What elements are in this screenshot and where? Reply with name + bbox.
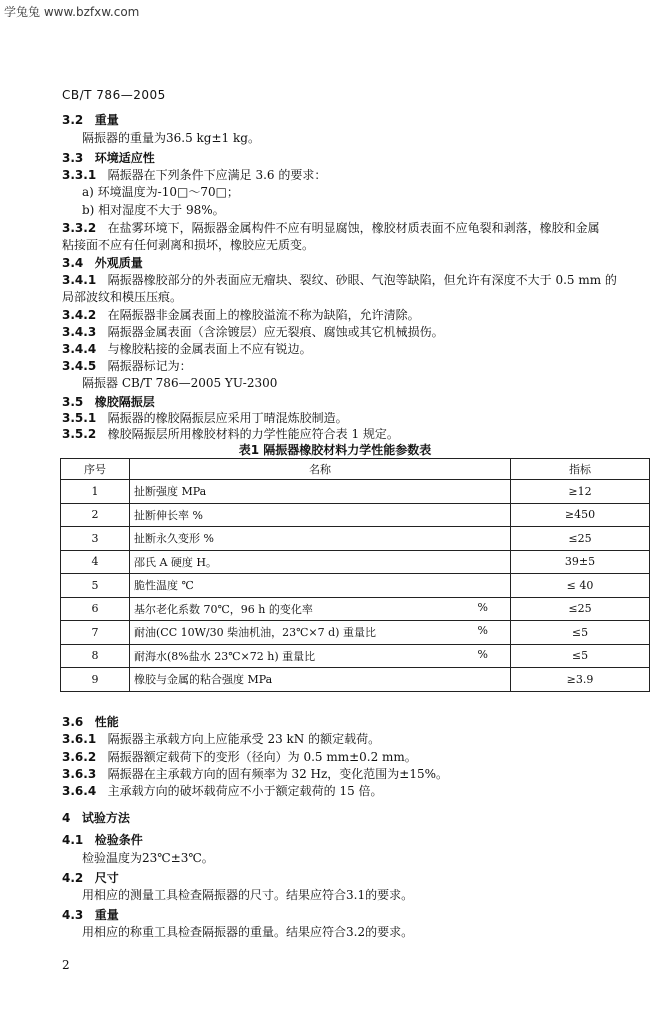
table-row xyxy=(61,668,650,692)
section-title: 尺寸 xyxy=(94,871,119,885)
section-3-3-heading xyxy=(62,150,155,166)
clause-text: 隔振器标记为： xyxy=(107,359,192,373)
clause-number: 3.4.5 xyxy=(62,359,97,373)
section-number: 4.2 xyxy=(62,871,84,885)
section-4-1-body: 检验温度为23℃±3℃。 xyxy=(82,851,214,865)
clause-text: 在盐雾环境下，隔振器金属构件不应有明显腐蚀，橡胶材质表面不应龟裂和剥落，橡胶和金属 xyxy=(107,221,600,235)
clause-3-5-2 xyxy=(62,426,399,442)
properties-table xyxy=(60,458,650,692)
clause-3-4-3 xyxy=(62,324,444,340)
clause-text: 隔振器的橡胶隔振层应采用丁晴混炼胶制造。 xyxy=(107,411,348,425)
clause-text: 隔振器额定载荷下的变形（径向）为 0.5 mm±0.2 mm。 xyxy=(107,750,417,764)
row-number: 6 xyxy=(61,597,130,621)
clause-number: 3.5.1 xyxy=(62,411,97,425)
section-number: 3.2 xyxy=(62,113,84,127)
clause-3-4-1-cont: 局部波纹和模压压痕。 xyxy=(62,290,183,304)
watermark: 学兔兔 www.bzfxw.com xyxy=(4,5,140,19)
property-unit: % xyxy=(477,624,488,638)
property-value: ≤ 40 xyxy=(511,574,650,598)
clause-number: 3.3.2 xyxy=(62,221,97,235)
list-item-b: b) 相对湿度不大于 98%。 xyxy=(82,203,225,217)
clause-number: 3.6.2 xyxy=(62,750,97,764)
clause-text: 在隔振器非金属表面上的橡胶溢流不称为缺陷，允许清除。 xyxy=(107,308,420,322)
section-number: 3.3 xyxy=(62,151,84,165)
table-row xyxy=(61,597,650,621)
clause-3-6-1 xyxy=(62,731,380,747)
clause-text: 橡胶隔振层所用橡胶材料的力学性能应符合表 1 规定。 xyxy=(107,427,399,441)
list-item-a: a) 环境温度为-10□～70□； xyxy=(82,185,239,199)
marking-example: 隔振器 CB/T 786—2005 YU-2300 xyxy=(82,376,278,390)
property-name xyxy=(130,527,511,551)
section-4-1-heading xyxy=(62,832,143,848)
section-4-3-body: 用相应的称重工具检查隔振器的重量。结果应符合3.2的要求。 xyxy=(82,925,414,939)
section-3-2-heading xyxy=(62,112,119,128)
section-title: 橡胶隔振层 xyxy=(94,395,155,409)
property-name xyxy=(130,597,511,621)
table-row xyxy=(61,574,650,598)
clause-3-6-3 xyxy=(62,766,448,782)
row-number: 9 xyxy=(61,668,130,692)
header-cell: 名称 xyxy=(130,459,511,480)
section-title: 环境适应性 xyxy=(94,151,155,165)
section-title: 检验条件 xyxy=(94,833,143,847)
clause-3-3-2-cont: 粘接面不应有任何剥离和损坏，橡胶应无质变。 xyxy=(62,238,315,252)
property-label: 扯断永久变形 % xyxy=(134,532,214,546)
row-number: 4 xyxy=(61,550,130,574)
section-3-4-heading xyxy=(62,255,143,271)
section-title: 外观质量 xyxy=(94,256,143,270)
section-4-3-heading xyxy=(62,907,119,923)
property-label: 扯断强度 MPa xyxy=(134,485,207,499)
clause-text: 隔振器在主承载方向的固有频率为 32 Hz，变化范围为±15%。 xyxy=(107,767,449,781)
section-4-heading xyxy=(62,810,130,826)
property-value: ≥3.9 xyxy=(511,668,650,692)
clause-3-6-2 xyxy=(62,749,417,765)
property-name xyxy=(130,621,511,645)
row-number: 5 xyxy=(61,574,130,598)
property-label: 邵氏 A 硬度 H。 xyxy=(134,555,218,569)
table-row xyxy=(61,503,650,527)
property-value: ≤25 xyxy=(511,527,650,551)
clause-3-4-2 xyxy=(62,307,420,323)
clause-number: 3.4.3 xyxy=(62,325,97,339)
section-title: 性能 xyxy=(94,715,119,729)
table-row xyxy=(61,644,650,668)
table-row xyxy=(61,621,650,645)
property-value: ≤5 xyxy=(511,621,650,645)
property-unit: % xyxy=(477,600,488,614)
property-label: 基尔老化系数 70℃，96 h 的变化率 xyxy=(134,602,313,616)
clause-3-5-1 xyxy=(62,410,348,426)
clause-number: 3.6.3 xyxy=(62,767,97,781)
section-number: 4.1 xyxy=(62,833,84,847)
header-cell: 指标 xyxy=(511,459,650,480)
property-label: 扯断伸长率 % xyxy=(134,508,203,522)
property-value: ≥450 xyxy=(511,503,650,527)
property-value: ≥12 xyxy=(511,480,650,504)
property-name xyxy=(130,668,511,692)
row-number: 3 xyxy=(61,527,130,551)
property-name xyxy=(130,503,511,527)
property-label: 耐油(CC 10W/30 柴油机油，23℃×7 d) 重量比 xyxy=(134,626,376,640)
section-3-2-body: 隔振器的重量为36.5 kg±1 kg。 xyxy=(82,131,260,145)
clause-number: 3.6.4 xyxy=(62,784,97,798)
page-number: 2 xyxy=(62,958,70,972)
table-row xyxy=(61,550,650,574)
section-title: 试验方法 xyxy=(81,811,130,825)
clause-text: 与橡胶粘接的金属表面上不应有锐边。 xyxy=(107,342,312,356)
table-caption: 表1 隔振器橡胶材料力学性能参数表 xyxy=(238,443,432,457)
property-label: 耐海水(8%盐水 23℃×72 h) 重量比 xyxy=(134,649,316,663)
clause-number: 3.4.1 xyxy=(62,273,97,287)
clause-text: 隔振器主承载方向上应能承受 23 kN 的额定载荷。 xyxy=(107,732,381,746)
row-number: 7 xyxy=(61,621,130,645)
table-header-row xyxy=(61,459,650,480)
table-row xyxy=(61,527,650,551)
clause-number: 3.4.2 xyxy=(62,308,97,322)
section-number: 3.4 xyxy=(62,256,84,270)
section-number: 4.3 xyxy=(62,908,84,922)
property-label: 橡胶与金属的粘合强度 MPa xyxy=(134,673,273,687)
section-number: 3.5 xyxy=(62,395,84,409)
clause-3-3-2 xyxy=(62,220,600,236)
property-label: 脆性温度 ℃ xyxy=(134,579,194,593)
clause-number: 3.6.1 xyxy=(62,732,97,746)
clause-3-3-1 xyxy=(62,167,326,183)
section-3-6-heading xyxy=(62,714,119,730)
section-number: 4 xyxy=(62,811,71,825)
clause-text: 主承载方向的破坏载荷应不小于额定载荷的 15 倍。 xyxy=(107,784,383,798)
section-title: 重量 xyxy=(94,113,119,127)
table-row xyxy=(61,480,650,504)
row-number: 1 xyxy=(61,480,130,504)
property-value: ≤25 xyxy=(511,597,650,621)
row-number: 2 xyxy=(61,503,130,527)
standard-header: CB/T 786—2005 xyxy=(62,88,166,102)
clause-3-6-4 xyxy=(62,783,383,799)
property-name xyxy=(130,550,511,574)
clause-3-4-1 xyxy=(62,272,617,288)
section-4-2-heading xyxy=(62,870,119,886)
property-value: 39±5 xyxy=(511,550,650,574)
section-4-2-body: 用相应的测量工具检查隔振器的尺寸。结果应符合3.1的要求。 xyxy=(82,888,414,902)
clause-number: 3.3.1 xyxy=(62,168,97,182)
header-cell: 序号 xyxy=(61,459,130,480)
row-number: 8 xyxy=(61,644,130,668)
clause-3-4-5 xyxy=(62,358,192,374)
property-name xyxy=(130,480,511,504)
clause-text: 隔振器橡胶部分的外表面应无瘤块、裂纹、砂眼、气泡等缺陷，但允许有深度不大于 0.5 mm 的 xyxy=(107,273,617,287)
clause-text: 隔振器在下列条件下应满足 3.6 的要求： xyxy=(107,168,327,182)
property-name xyxy=(130,644,511,668)
section-number: 3.6 xyxy=(62,715,84,729)
property-unit: % xyxy=(477,647,488,661)
section-title: 重量 xyxy=(94,908,119,922)
section-3-5-heading xyxy=(62,394,155,410)
clause-number: 3.5.2 xyxy=(62,427,97,441)
property-value: ≤5 xyxy=(511,644,650,668)
clause-number: 3.4.4 xyxy=(62,342,97,356)
clause-text: 隔振器金属表面（含涂镀层）应无裂痕、腐蚀或其它机械损伤。 xyxy=(107,325,444,339)
property-name xyxy=(130,574,511,598)
clause-3-4-4 xyxy=(62,341,312,357)
